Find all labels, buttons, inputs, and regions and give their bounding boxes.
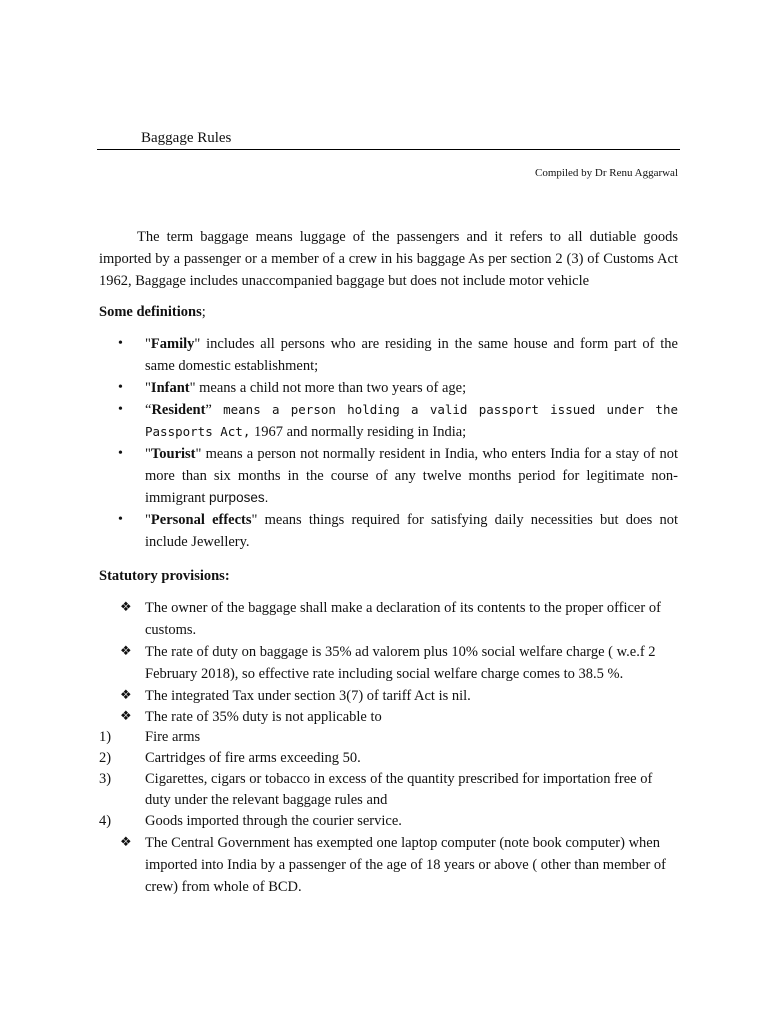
- bullet-icon: •: [118, 512, 123, 527]
- quote-open: ": [145, 380, 151, 396]
- definition-text-cont: 1967 and normally residing in India;: [250, 424, 467, 440]
- bullet-icon: •: [118, 336, 123, 351]
- definition-term: Personal effects: [150, 512, 252, 528]
- statutory-text: The integrated Tax under section 3(7) of tariff Act is nil.: [145, 688, 471, 704]
- definition-item: [99, 509, 678, 553]
- diamond-bullet-icon: ❖: [120, 835, 132, 850]
- quote-close: ": [189, 380, 196, 396]
- definition-term: Infant: [150, 380, 190, 396]
- statutory-text: The rate of duty on baggage is 35% ad valorem plus 10% social welfare charge ( w.e.f 2 February 2018), so effective rate including social welfare charge comes to 38.5 %.: [145, 644, 656, 682]
- definitions-list: [99, 333, 678, 553]
- author-credit: Compiled by Dr Renu Aggarwal: [535, 167, 678, 179]
- statutory-text: The owner of the baggage shall make a declaration of its contents to the proper officer of customs.: [145, 600, 661, 638]
- quote-close: ": [251, 512, 258, 528]
- quote-close: ": [194, 336, 201, 352]
- definition-text-cont: purposes.: [209, 490, 269, 505]
- exception-number: 4): [99, 813, 112, 829]
- diamond-bullet-icon: ❖: [120, 709, 132, 724]
- exception-item: [99, 727, 678, 748]
- quote-close: ": [195, 446, 202, 462]
- definition-item: [99, 377, 678, 399]
- statutory-text: The rate of 35% duty is not applicable to: [145, 709, 382, 725]
- statutory-item: [99, 832, 678, 898]
- document-title: Baggage Rules: [141, 130, 232, 146]
- definitions-heading-suffix: ;: [201, 304, 206, 320]
- statutory-item: [99, 707, 678, 727]
- definition-text: means things required for satisfying daily necessities but does not include Jewellery.: [145, 512, 678, 550]
- definitions-heading-text: Some definitions: [99, 304, 202, 320]
- statutory-item: [99, 641, 678, 685]
- bullet-icon: •: [118, 402, 123, 417]
- exception-number: 3): [99, 771, 112, 787]
- definition-term: Family: [150, 336, 195, 352]
- definition-text: means a person holding a valid passport issued under the Passports Act,: [145, 402, 678, 439]
- exception-item: [99, 811, 678, 832]
- bullet-icon: •: [118, 446, 123, 461]
- definition-item: [99, 399, 678, 443]
- definition-term: Tourist: [150, 446, 196, 462]
- quote-open: ": [145, 446, 151, 462]
- definition-text: means a person not normally resident in India, who enters India for a stay of not more than six months in the course of any twelve months period for legitimate non-immigrant: [145, 446, 678, 506]
- definition-term: Resident: [151, 402, 206, 418]
- diamond-bullet-icon: ❖: [120, 644, 132, 659]
- statutory-list: [99, 597, 678, 898]
- statutory-text: The Central Government has exempted one laptop computer (note book computer) when imported into India by a passenger of the age of 18 years or above ( other than member of crew) from whole of BCD.: [145, 835, 667, 895]
- exception-text: Cartridges of fire arms exceeding 50.: [145, 750, 361, 766]
- exception-number: 2): [99, 750, 112, 766]
- definition-text: means a child not more than two years of age;: [195, 380, 467, 396]
- definition-item: [99, 333, 678, 377]
- quote-open: “: [145, 402, 152, 418]
- exception-text: Cigarettes, cigars or tobacco in excess of the quantity prescribed for importation free of duty under the relevant baggage rules and: [145, 771, 653, 808]
- definitions-heading: [99, 302, 206, 322]
- intro-paragraph: The term baggage means luggage of the passengers and it refers to all dutiable goods imported by a passenger or a member of a crew in his baggage As per section 2 (3) of Customs Act 1962, Baggage includes unaccompanied baggage but does not include motor vehicle: [99, 229, 678, 289]
- statutory-item: [99, 685, 678, 707]
- diamond-bullet-icon: ❖: [120, 600, 132, 615]
- exception-text: Fire arms: [145, 729, 201, 745]
- exception-item: [99, 748, 678, 769]
- bullet-icon: •: [118, 380, 123, 395]
- header-divider: [97, 149, 680, 150]
- quote-open: ": [145, 512, 151, 528]
- exception-number: 1): [99, 729, 112, 745]
- quote-open: ": [145, 336, 151, 352]
- exception-text: Goods imported through the courier service.: [145, 813, 402, 829]
- diamond-bullet-icon: ❖: [120, 688, 132, 703]
- quote-close: ”: [205, 402, 212, 418]
- exception-item: [99, 769, 678, 811]
- statutory-item: [99, 597, 678, 641]
- definition-item: [99, 443, 678, 509]
- statutory-heading: Statutory provisions:: [99, 568, 230, 584]
- definition-text: includes all persons who are residing in the same house and form part of the same domestic establishment;: [145, 336, 678, 374]
